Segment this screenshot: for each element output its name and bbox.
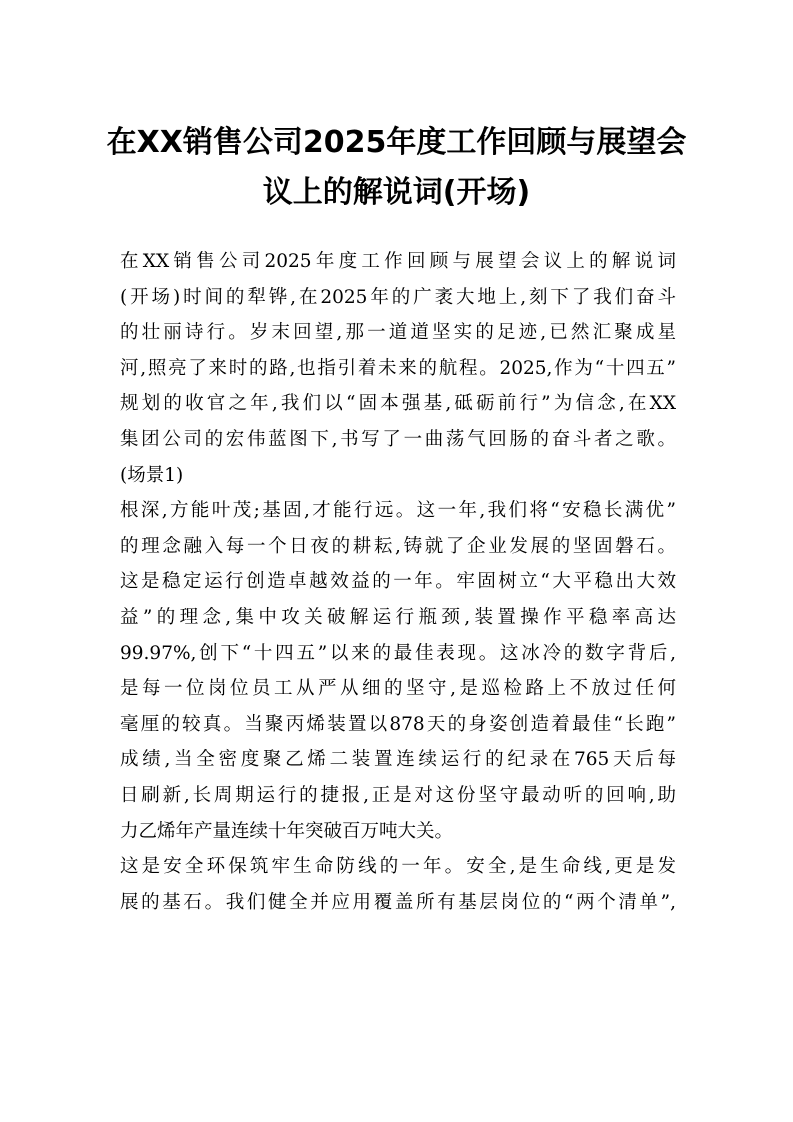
text-line: 的壮丽诗行。岁末回望,那一道道坚实的足迹,已然汇聚成星 <box>120 322 676 344</box>
text-line: 展的基石。我们健全并应用覆盖所有基层岗位的“两个清单”, <box>120 891 676 913</box>
paragraph-stable-operation <box>120 493 676 849</box>
text-line: 根深,方能叶茂;基固,才能行远。这一年,我们将“安稳长满优” <box>120 500 676 522</box>
text-line: 成绩,当全密度聚乙烯二装置连续运行的纪录在765天后每 <box>120 749 676 771</box>
text-line: 毫厘的较真。当聚丙烯装置以878天的身姿创造着最佳“长跑” <box>120 713 676 735</box>
text-line: 99.97%,创下“十四五”以来的最佳表现。这冰冷的数字背后, <box>120 642 676 664</box>
text-line: 日刷新,长周期运行的捷报,正是对这份坚守最动听的回响,助 <box>120 784 676 806</box>
text-line: 集团公司的宏伟蓝图下,书写了一曲荡气回肠的奋斗者之歌。 <box>120 428 676 450</box>
title-line: 议上的解说词(开场) <box>262 175 531 210</box>
paragraph-safety <box>120 849 676 920</box>
text-line: 这是安全环保筑牢生命防线的一年。安全,是生命线,更是发 <box>120 856 676 878</box>
text-line: 的理念融入每一个日夜的耕耘,铸就了企业发展的坚固磐石。 <box>120 535 676 557</box>
text-line: 在XX销售公司2025年度工作回顾与展望会议上的解说词 <box>120 251 676 272</box>
text-line: 益”的理念,集中攻关破解运行瓶颈,装置操作平稳率高达 <box>120 606 676 628</box>
text-line: 规划的收官之年,我们以“固本强基,砥砺前行”为信念,在XX <box>120 393 676 415</box>
text-line: 是每一位岗位员工从严从细的坚守,是巡检路上不放过任何 <box>120 678 676 700</box>
text-line: 河,照亮了来时的路,也指引着未来的航程。2025,作为“十四五” <box>120 357 676 379</box>
text-line: (开场)时间的犁铧,在2025年的广袤大地上,刻下了我们奋斗 <box>120 286 676 308</box>
paragraph-intro <box>120 244 676 493</box>
text-line: 力乙烯年产量连续十年突破百万吨大关。 <box>120 820 454 842</box>
text-line: 这是稳定运行创造卓越效益的一年。牢固树立“大平稳出大效 <box>120 571 676 593</box>
text-line: (场景1) <box>120 464 184 486</box>
document-title <box>100 118 693 218</box>
title-line: 在XX销售公司2025年度工作回顾与展望会 <box>106 125 687 160</box>
document-body <box>120 244 676 920</box>
